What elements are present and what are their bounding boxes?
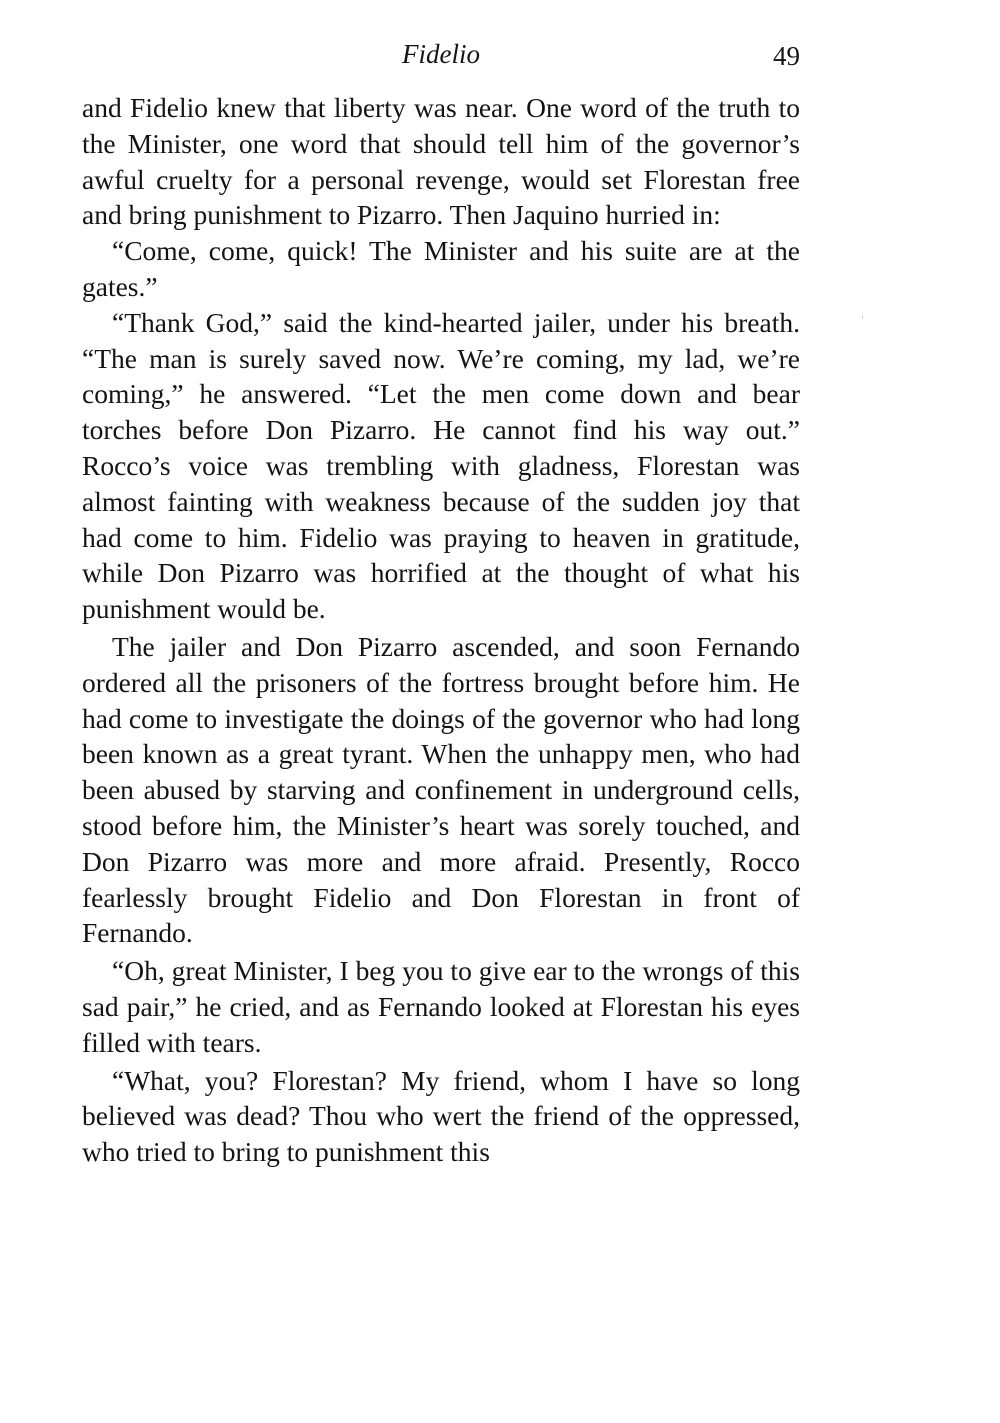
body-text — [82, 90, 800, 1170]
page-number: 49 — [773, 41, 800, 71]
paragraph-4: The jailer and Don Pizarro ascended, and soon Fernando ordered all the prisoners of the fortress brought before him. He had come to investigate the doings of the governor who had long been known as a great tyrant. When the unhappy men, who had been abused by starving and confinement in underground cells, stood before him, the Minister’s heart was sorely touched, and Don Pizarro was more and more afraid. Presently, Rocco fearlessly brought Fidelio and Don Florestan in front of Fernando. — [82, 630, 800, 949]
scan-speck — [862, 316, 863, 318]
paragraph-2: “Come, come, quick! The Minister and his suite are at the gates.” — [82, 235, 800, 302]
paragraph-1: and Fidelio knew that liberty was near. One word of the truth to the Minister, one word that should tell him of the governor’s awful cruelty for a personal revenge, would set Florestan free and bring punishment to Pizarro. Then Jaquino hurried in: — [82, 92, 800, 231]
paragraph-5: “Oh, great Minister, I beg you to give ear to the wrongs of this sad pair,” he cried, and as Fernando looked at Florestan his eyes filled with tears. — [82, 955, 800, 1058]
running-title: Fidelio — [402, 39, 480, 69]
paragraph-3: “Thank God,” said the kind-hearted jailer, under his breath. “The man is surely saved now. We’re coming, my lad, we’re coming,” he answered. “Let the men come down and bear torches before Don Pizarro. He cannot find his way out.” Rocco’s voice was trembling with gladness, Florestan was almost fainting with weakness because of the sudden joy that had come to him. Fidelio was praying to heaven in gratitude, while Don Pizarro was horrified at the thought of what his punishment would be. — [82, 306, 800, 625]
paragraph-6: “What, you? Florestan? My friend, whom I have so long believed was dead? Thou who wert the friend of the oppressed, who tried to bring to punishment this — [82, 1064, 800, 1168]
page-header — [82, 34, 800, 74]
